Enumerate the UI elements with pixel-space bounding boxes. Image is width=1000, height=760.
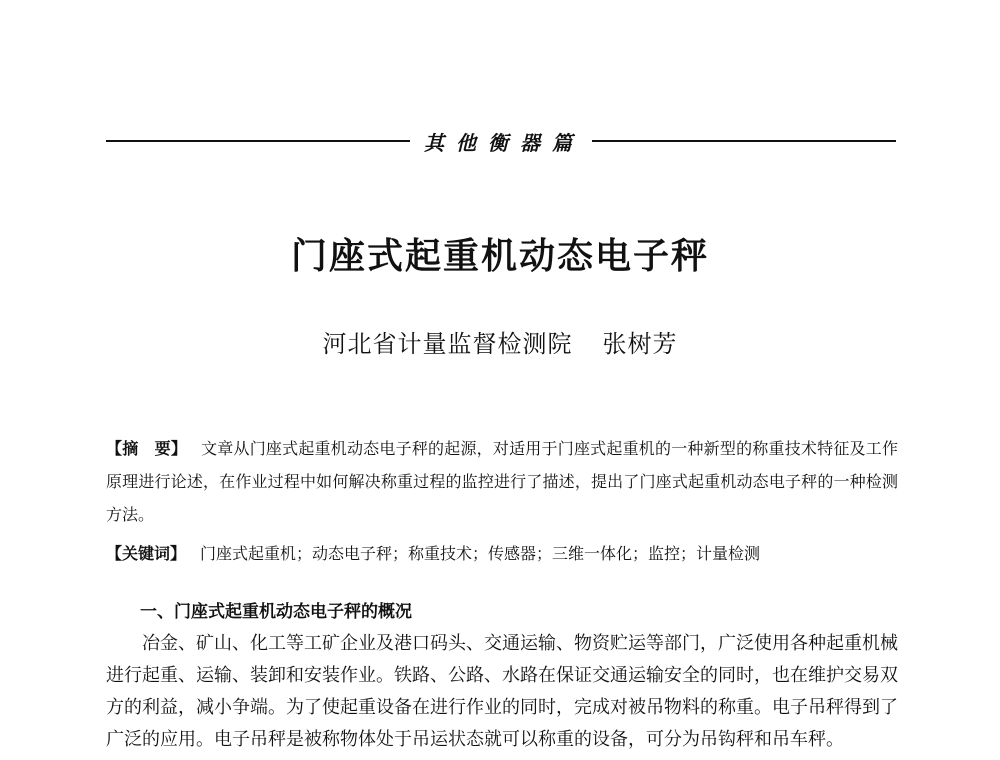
abstract xyxy=(106,432,898,531)
section-header xyxy=(106,126,896,156)
author: 张树芳 xyxy=(602,330,678,358)
keywords-text: 门座式起重机；动态电子秤；称重技术；传感器；三维一体化；监控；计量检测 xyxy=(200,544,761,563)
keywords xyxy=(106,537,898,570)
section-title: 其他衡器篇 xyxy=(424,130,584,155)
section-heading: 一、门座式起重机动态电子秤的概况 xyxy=(140,602,412,622)
institution: 河北省计量监督检测院 xyxy=(322,330,573,358)
header-rule-left xyxy=(106,140,410,142)
header-rule-right xyxy=(592,140,896,142)
byline xyxy=(0,324,1000,359)
article-title: 门座式起重机动态电子秤 xyxy=(290,235,709,277)
body-paragraph: 冶金、矿山、化工等工矿企业及港口码头、交通运输、物资贮运等部门，广泛使用各种起重机械进行起重、运输、装卸和安装作业。铁路、公路、水路在保证交通运输安全的同时，也在维护交易双方的利益，减小争端。为了使起重设备在进行作业的同时，完成对被吊物料的称重。电子吊秤得到了广泛的应用。电子吊秤是被称物体处于吊运状态就可以称重的设备，可分为吊钩秤和吊车秤。 xyxy=(106,633,898,750)
keywords-label: 【关键词】 xyxy=(106,544,187,563)
abstract-label: 【摘 要】 xyxy=(106,439,188,458)
abstract-text: 文章从门座式起重机动态电子秤的起源，对适用于门座式起重机的一种新型的称重技术特征及工作原理进行论述，在作业过程中如何解决称重过程的监控进行了描述，提出了门座式起重机动态电子秤的一种检测方法。 xyxy=(106,439,898,524)
